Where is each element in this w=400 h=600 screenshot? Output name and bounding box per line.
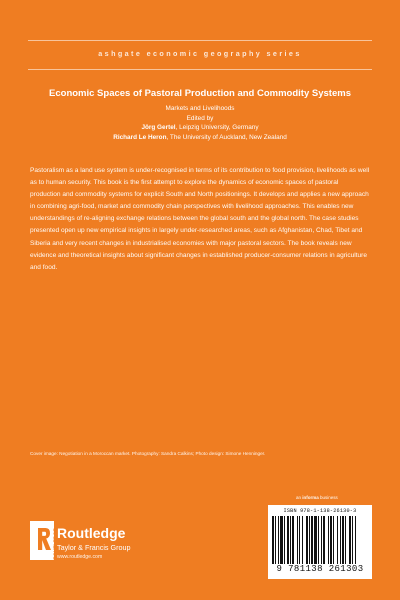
series-rule-top	[28, 40, 372, 41]
editor-name: Richard Le Heron	[113, 133, 167, 141]
editor-line-1	[0, 123, 400, 133]
series-label: ashgate economic geography series	[98, 49, 302, 58]
book-description: Pastoralism as a land use system is under-recognised in terms of its contribution to food provision, livelihoods as well as to human security. This book is the first attempt to explore the dynamics of economic spaces of pastoral production and commodity systems for explicit South and North positionings. It develops and applies a new approach in combining agri-food, market and commodity chain perspectives with livelihood approaches. This enables new understandings of re-aligning exchange relations between the global south and the global north. The case studies presented open up new empirical insights in largely under-researched areas, such as Afghanistan, Chad, Tibet and Siberia and very recent changes in industrialised economies with major pastoral sectors. The book reveals new evidence and theoretical insights about significant changes in established producer-consumer relations in agriculture and food.	[30, 167, 370, 271]
title-block	[0, 88, 400, 142]
editor-affiliation: , The University of Auckland, New Zealand	[166, 133, 287, 141]
cover-credit: Cover image: Negotiation in a Moroccan market. Photography: Sandra Calkins; Photo design: Simone Henninger.	[30, 451, 266, 456]
edited-by-label: Edited by	[186, 114, 214, 122]
publisher-group: Taylor & Francis Group	[57, 543, 131, 552]
editor-line-2	[0, 133, 400, 143]
barcode-bars	[272, 516, 368, 564]
publisher-url: www.routledge.com	[57, 554, 103, 560]
routledge-logo	[30, 521, 210, 581]
routledge-logo-icon	[30, 521, 54, 560]
barcode-space	[356, 516, 357, 564]
editor-affiliation: , Leipzig University, Germany	[175, 124, 259, 131]
editor-name: Jörg Gertel	[141, 124, 176, 131]
publisher-name: Routledge	[57, 525, 126, 541]
series-rule-bottom	[28, 69, 372, 70]
informa-brand: informa	[302, 495, 319, 500]
book-subtitle: Markets and Livelihoods	[165, 105, 235, 112]
ean-text: 9 781138 261303	[276, 564, 364, 574]
informa-suffix: business	[318, 495, 338, 500]
isbn-text: ISBN 978-1-138-26130-3	[283, 508, 357, 514]
book-title: Economic Spaces of Pastoral Production and Commodity Systems	[49, 88, 351, 99]
routledge-spine-mark: ROUTLEDGE	[53, 528, 60, 560]
informa-business-line	[296, 495, 338, 500]
informa-prefix: an	[296, 495, 303, 500]
isbn-barcode	[268, 505, 372, 579]
